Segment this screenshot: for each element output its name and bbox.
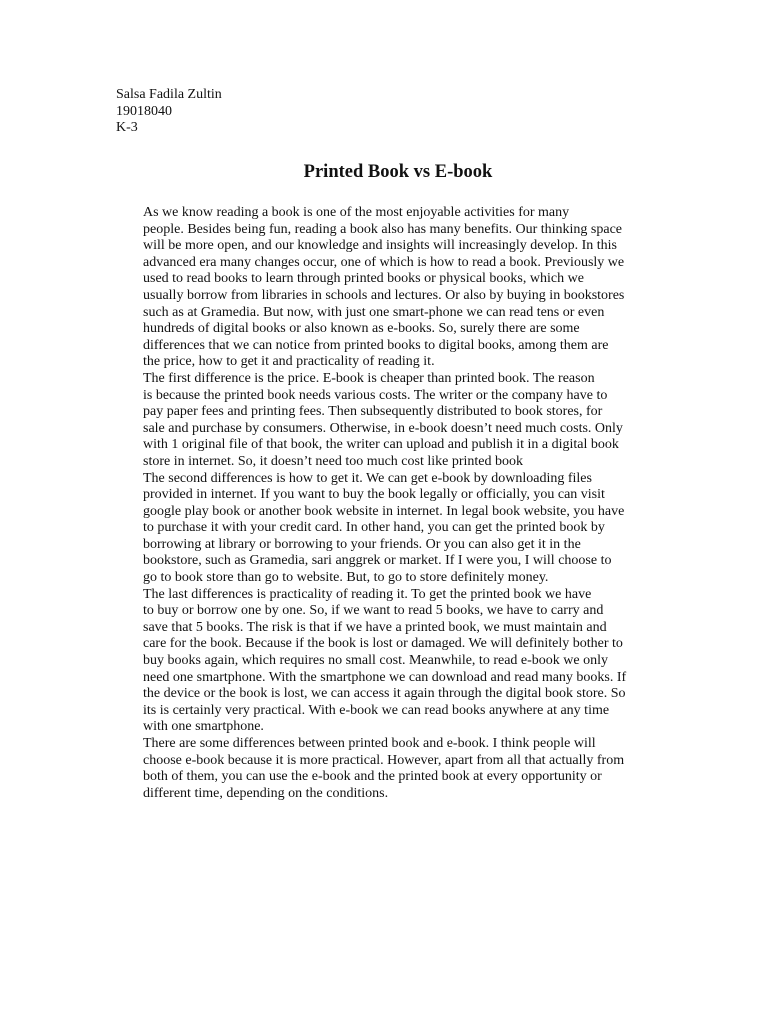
- text-line: its is certainly very practical. With e-book we can read books anywhere at any time: [143, 702, 610, 718]
- document-body: [116, 205, 652, 802]
- text-line: advanced era many changes occur, one of which is how to read a book. Previously we: [143, 254, 625, 270]
- text-line: differences that we can notice from printed books to digital books, among them are: [143, 337, 609, 353]
- text-line: the price, how to get it and practicality of reading it.: [143, 354, 435, 370]
- paragraph-practicality: [116, 587, 652, 736]
- class-code: K-3: [116, 120, 138, 136]
- paragraph-introduction: [116, 205, 652, 371]
- text-line: is because the printed book needs various costs. The writer or the company have to: [143, 387, 608, 403]
- text-line: There are some differences between printed book and e-book. I think people will: [143, 736, 596, 751]
- text-line: buy books again, which requires no small cost. Meanwhile, to read e-book we only: [143, 653, 609, 669]
- text-line: The second differences is how to get it. We can get e-book by downloading files: [143, 470, 592, 486]
- text-line: used to read books to learn through printed books or physical books, which we: [143, 271, 584, 287]
- text-line: need one smartphone. With the smartphone we can download and read many books. If: [143, 669, 627, 685]
- author-info-block: [116, 87, 222, 137]
- text-line: to buy or borrow one by one. So, if we want to read 5 books, we have to carry and: [143, 603, 604, 619]
- paragraph-how-to-get: [116, 471, 652, 587]
- paragraph-price: [116, 371, 652, 471]
- text-line: The first difference is the price. E-book is cheaper than printed book. The reason: [143, 370, 595, 386]
- text-line: pay paper fees and printing fees. Then subsequently distributed to book stores, for: [143, 404, 603, 420]
- text-line: both of them, you can use the e-book and the printed book at every opportunity or: [143, 769, 602, 785]
- text-line: As we know reading a book is one of the most enjoyable activities for many: [143, 205, 570, 220]
- text-line: save that 5 books. The risk is that if we have a printed book, we must maintain and: [143, 619, 607, 635]
- paragraph-conclusion: [116, 736, 652, 802]
- text-line: people. Besides being fun, reading a book also has many benefits. Our thinking space: [143, 221, 622, 237]
- text-line: different time, depending on the conditions.: [143, 785, 389, 801]
- text-line: choose e-book because it is more practical. However, apart from all that actually from: [143, 752, 625, 768]
- student-id: 19018040: [116, 103, 172, 119]
- text-line: such as at Gramedia. But now, with just one smart-phone we can read tens or even: [143, 304, 605, 320]
- text-line: sale and purchase by consumers. Otherwise, in e-book doesn’t need much costs. Only: [143, 420, 623, 436]
- text-line: the device or the book is lost, we can access it again through the digital book store. So: [143, 686, 626, 702]
- text-line: provided in internet. If you want to buy the book legally or officially, you can visit: [143, 487, 605, 503]
- text-line: with 1 original file of that book, the writer can upload and publish it in a digital book: [143, 437, 619, 453]
- text-line: will be more open, and our knowledge and insights will increasingly develop. In this: [143, 238, 617, 254]
- author-name: Salsa Fadila Zultin: [116, 87, 222, 102]
- text-line: care for the book. Because if the book is lost or damaged. We will definitely bother to: [143, 636, 623, 652]
- text-line: go to book store than go to website. But, to go to store definitely money.: [143, 570, 549, 586]
- document-title: Printed Book vs E-book: [303, 162, 493, 182]
- text-line: borrowing at library or borrowing to your friends. Or you can also get it in the: [143, 536, 581, 552]
- text-line: bookstore, such as Gramedia, sari anggrek or market. If I were you, I will choose to: [143, 553, 612, 569]
- text-line: with one smartphone.: [143, 719, 264, 735]
- text-line: google play book or another book website in internet. In legal book website, you have: [143, 503, 625, 519]
- text-line: to purchase it with your credit card. In other hand, you can get the printed book by: [143, 520, 605, 536]
- text-line: store in internet. So, it doesn’t need too much cost like printed book: [143, 453, 524, 469]
- text-line: usually borrow from libraries in schools and lectures. Or also by buying in bookstores: [143, 287, 625, 303]
- text-line: The last differences is practicality of reading it. To get the printed book we have: [143, 586, 592, 602]
- text-line: hundreds of digital books or also known as e-books. So, surely there are some: [143, 321, 580, 337]
